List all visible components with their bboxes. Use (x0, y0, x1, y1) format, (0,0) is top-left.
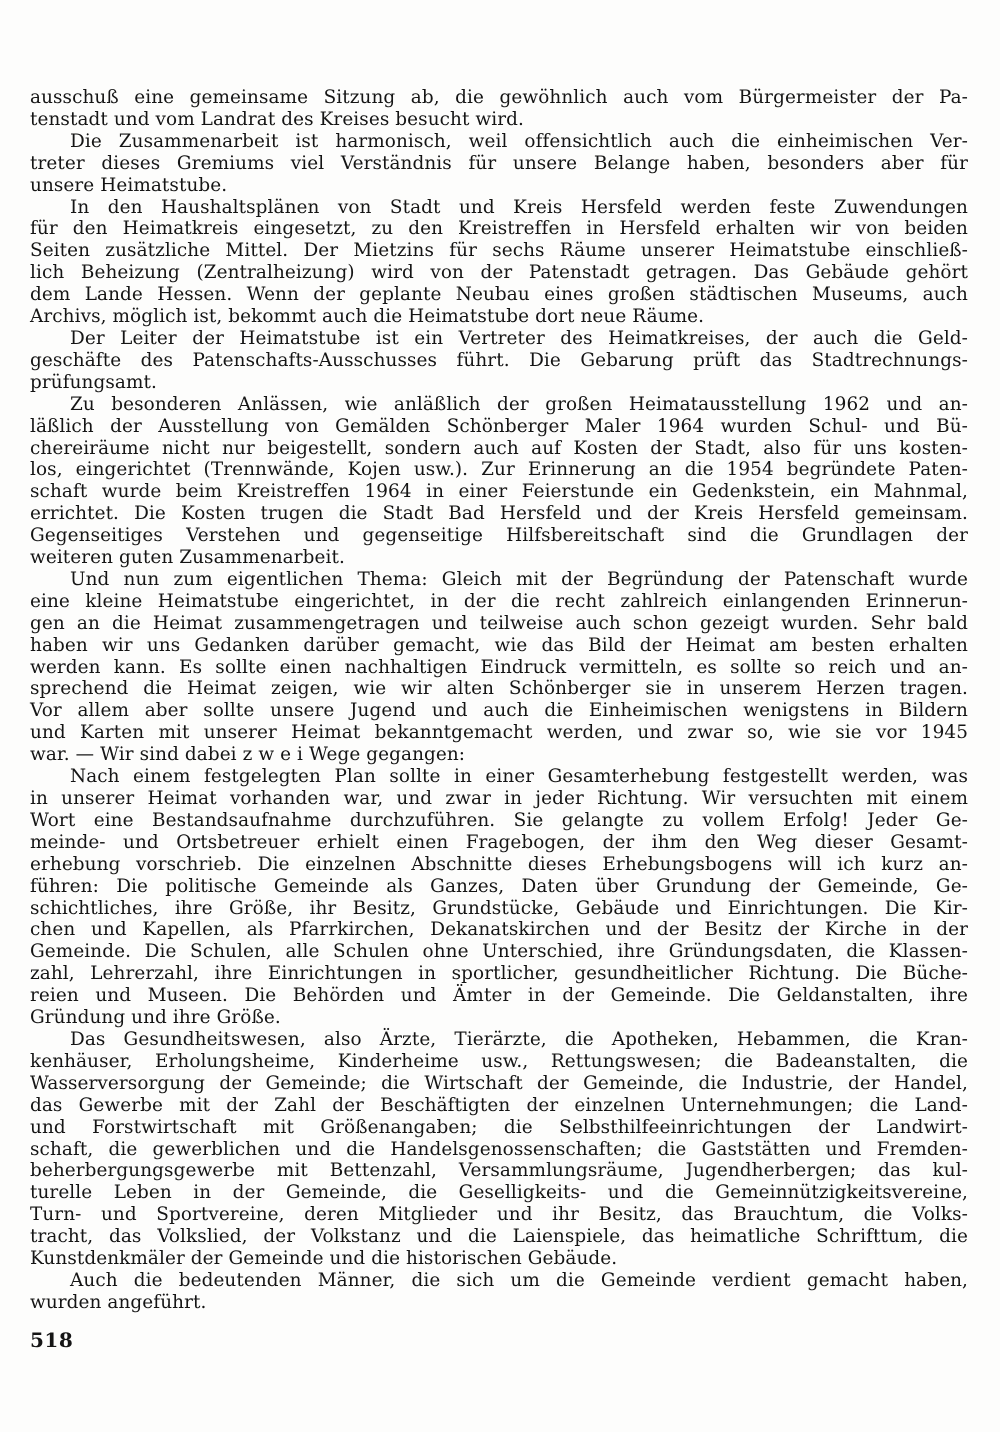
text-line: geschäfte des Patenschafts-Ausschusses führt. Die Gebarung prüft das Stadtrechnungs- (30, 349, 968, 371)
text-line: meinde- und Ortsbetreuer erhielt einen Fragebogen, der ihm den Weg dieser Gesamt- (30, 831, 968, 853)
text-line: weiteren guten Zusammenarbeit. (30, 547, 345, 569)
text-line: Turn- und Sportvereine, deren Mitglieder und ihr Besitz, das Brauchtum, die Volks- (30, 1204, 968, 1226)
text-line: Wort eine Bestandsaufnahme durchzuführen. Sie gelangte zu vollem Erfolg! Jeder Ge- (30, 809, 968, 831)
text-line: turelle Leben in der Gemeinde, die Geselligkeits- und die Gemeinnützigkeitsvereine, (30, 1182, 968, 1204)
text-line: beherbergungsgewerbe mit Bettenzahl, Versammlungsräume, Jugendherbergen; das kul- (30, 1160, 968, 1182)
text-line: eine kleine Heimatstube eingerichtet, in der die recht zahlreich einlangenden Erinnerun- (30, 590, 968, 612)
text-line: läßlich der Ausstellung von Gemälden Schönberger Maler 1964 wurden Schul- und Bü- (30, 415, 968, 437)
text-line: in unserer Heimat vorhanden war, und zwar in jeder Richtung. Wir versuchten mit einem (30, 788, 968, 809)
text-line: Vor allem aber sollte unsere Jugend und auch die Einheimischen wenigstens in Bildern (30, 700, 968, 722)
text-line: ausschuß eine gemeinsame Sitzung ab, die gewöhnlich auch vom Bürgermeister der Pa- (30, 87, 968, 108)
text-line: kenhäuser, Erholungsheime, Kinderheime usw., Rettungswesen; die Badeanstalten, die (30, 1050, 968, 1072)
text-line: führen: Die politische Gemeinde als Ganzes, Daten über Grundung der Gemeinde, Ge- (30, 875, 968, 897)
text-line: Wasserversorgung der Gemeinde; die Wirtschaft der Gemeinde, die Industrie, der Handel, (30, 1072, 968, 1094)
text-line: erhebung vorschrieb. Die einzelnen Abschnitte dieses Erhebungsbogens will ich kurz an- (30, 853, 968, 875)
text-block (30, 87, 968, 1314)
text-line: Kunstdenkmäler der Gemeinde und die historischen Gebäude. (30, 1248, 618, 1270)
text-line: haben wir uns Gedanken darüber gemacht, wie das Bild der Heimat am besten erhalten (30, 634, 968, 656)
text-line: Die Zusammenarbeit ist harmonisch, weil offensichtlich auch die einheimischen Ver- (70, 130, 968, 152)
text-line: werden kann. Es sollte einen nachhaltigen Eindruck vermitteln, es sollte so reich und an- (30, 656, 968, 678)
text-line: schaft wurde beim Kreistreffen 1964 in einer Feierstunde ein Gedenkstein, ein Mahnmal, (30, 481, 968, 503)
text-line: wurden angeführt. (30, 1291, 207, 1313)
text-line: los, eingerichtet (Trennwände, Kojen usw.). Zur Erinnerung an die 1954 begründete Paten- (30, 459, 968, 481)
text-line: Archivs, möglich ist, bekommt auch die Heimatstube dort neue Räume. (30, 306, 705, 328)
text-line: war. — Wir sind dabei z w e i Wege gegangen: (30, 744, 466, 766)
text-line: gen an die Heimat zusammengetragen und teilweise auch schon gezeigt wurden. Sehr bald (30, 612, 968, 634)
text-line: Zu besonderen Anlässen, wie anläßlich der großen Heimatausstellung 1962 und an- (70, 393, 968, 415)
text-line: tracht, das Volkslied, der Volkstanz und die Laienspiele, das heimatliche Schrifttum, die (30, 1226, 968, 1248)
text-line: treter dieses Gremiums viel Verständnis für unsere Belange haben, besonders aber für (30, 152, 968, 174)
text-line: für den Heimatkreis eingesetzt, zu den Kreistreffen in Hersfeld erhalten wir von beiden (30, 218, 968, 240)
text-line: chen und Kapellen, als Pfarrkirchen, Dekanatskirchen und der Besitz der Kirche in der (30, 919, 968, 941)
text-line: Seiten zusätzliche Mittel. Der Mietzins für sechs Räume unserer Heimatstube einschließ- (30, 240, 968, 262)
text-line: chereiräume nicht nur beigestellt, sondern auch auf Kosten der Stadt, also für uns kosten- (30, 437, 968, 459)
text-line: das Gewerbe mit der Zahl der Beschäftigten der einzelnen Unternehmungen; die Land- (30, 1094, 968, 1116)
text-line: Und nun zum eigentlichen Thema: Gleich mit der Begründung der Patenschaft wurde (70, 568, 968, 590)
text-line: dem Lande Hessen. Wenn der geplante Neubau eines großen städtischen Museums, auch (30, 284, 968, 306)
text-line: Gründung und ihre Größe. (30, 1007, 281, 1029)
text-line: Auch die bedeutenden Männer, die sich um die Gemeinde verdient gemacht haben, (70, 1269, 968, 1291)
text-line: lich Beheizung (Zentralheizung) wird von der Patenstadt getragen. Das Gebäude gehört (30, 262, 968, 284)
text-line: sprechend die Heimat zeigen, wie wir alten Schönberger sie in unserem Herzen tragen. (30, 678, 968, 700)
text-line: In den Haushaltsplänen von Stadt und Kreis Hersfeld werden feste Zuwendungen (70, 196, 968, 218)
text-line: schaft, die gewerblichen und die Handelsgenossenschaften; die Gaststätten und Fremden- (30, 1138, 968, 1160)
text-line: und Karten mit unserer Heimat bekanntgemacht werden, und zwar so, wie sie vor 1945 (30, 722, 968, 744)
text-line: Gegenseitiges Verstehen und gegenseitige Hilfsbereitschaft sind die Grundlagen der (30, 525, 968, 547)
page-number: 518 (30, 1328, 74, 1352)
text-line: reien und Museen. Die Behörden und Ämter in der Gemeinde. Die Geldanstalten, ihre (30, 985, 968, 1007)
text-line: Gemeinde. Die Schulen, alle Schulen ohne Unterschied, ihre Gründungsdaten, die Klassen- (30, 941, 968, 963)
text-line: und Forstwirtschaft mit Größenangaben; die Selbsthilfeeinrichtungen der Landwirt- (30, 1116, 968, 1138)
text-line: zahl, Lehrerzahl, ihre Einrichtungen in sportlicher, gesundheitlicher Richtung. Die Büche- (30, 963, 968, 985)
text-line: errichtet. Die Kosten trugen die Stadt Bad Hersfeld und der Kreis Hersfeld gemeinsam. (30, 503, 968, 525)
text-line: prüfungsamt. (30, 371, 157, 393)
text-line: Nach einem festgelegten Plan sollte in einer Gesamterhebung festgestellt werden, was (70, 766, 968, 788)
text-line: unsere Heimatstube. (30, 174, 228, 196)
text-line: Der Leiter der Heimatstube ist ein Vertreter des Heimatkreises, der auch die Geld- (70, 327, 968, 349)
text-line: tenstadt und vom Landrat des Kreises besucht wird. (30, 108, 524, 130)
text-line: Das Gesundheitswesen, also Ärzte, Tierärzte, die Apotheken, Hebammen, die Kran- (70, 1028, 968, 1050)
text-line: schichtliches, ihre Größe, ihr Besitz, Grundstücke, Gebäude und Einrichtungen. Die Kir- (30, 897, 968, 919)
